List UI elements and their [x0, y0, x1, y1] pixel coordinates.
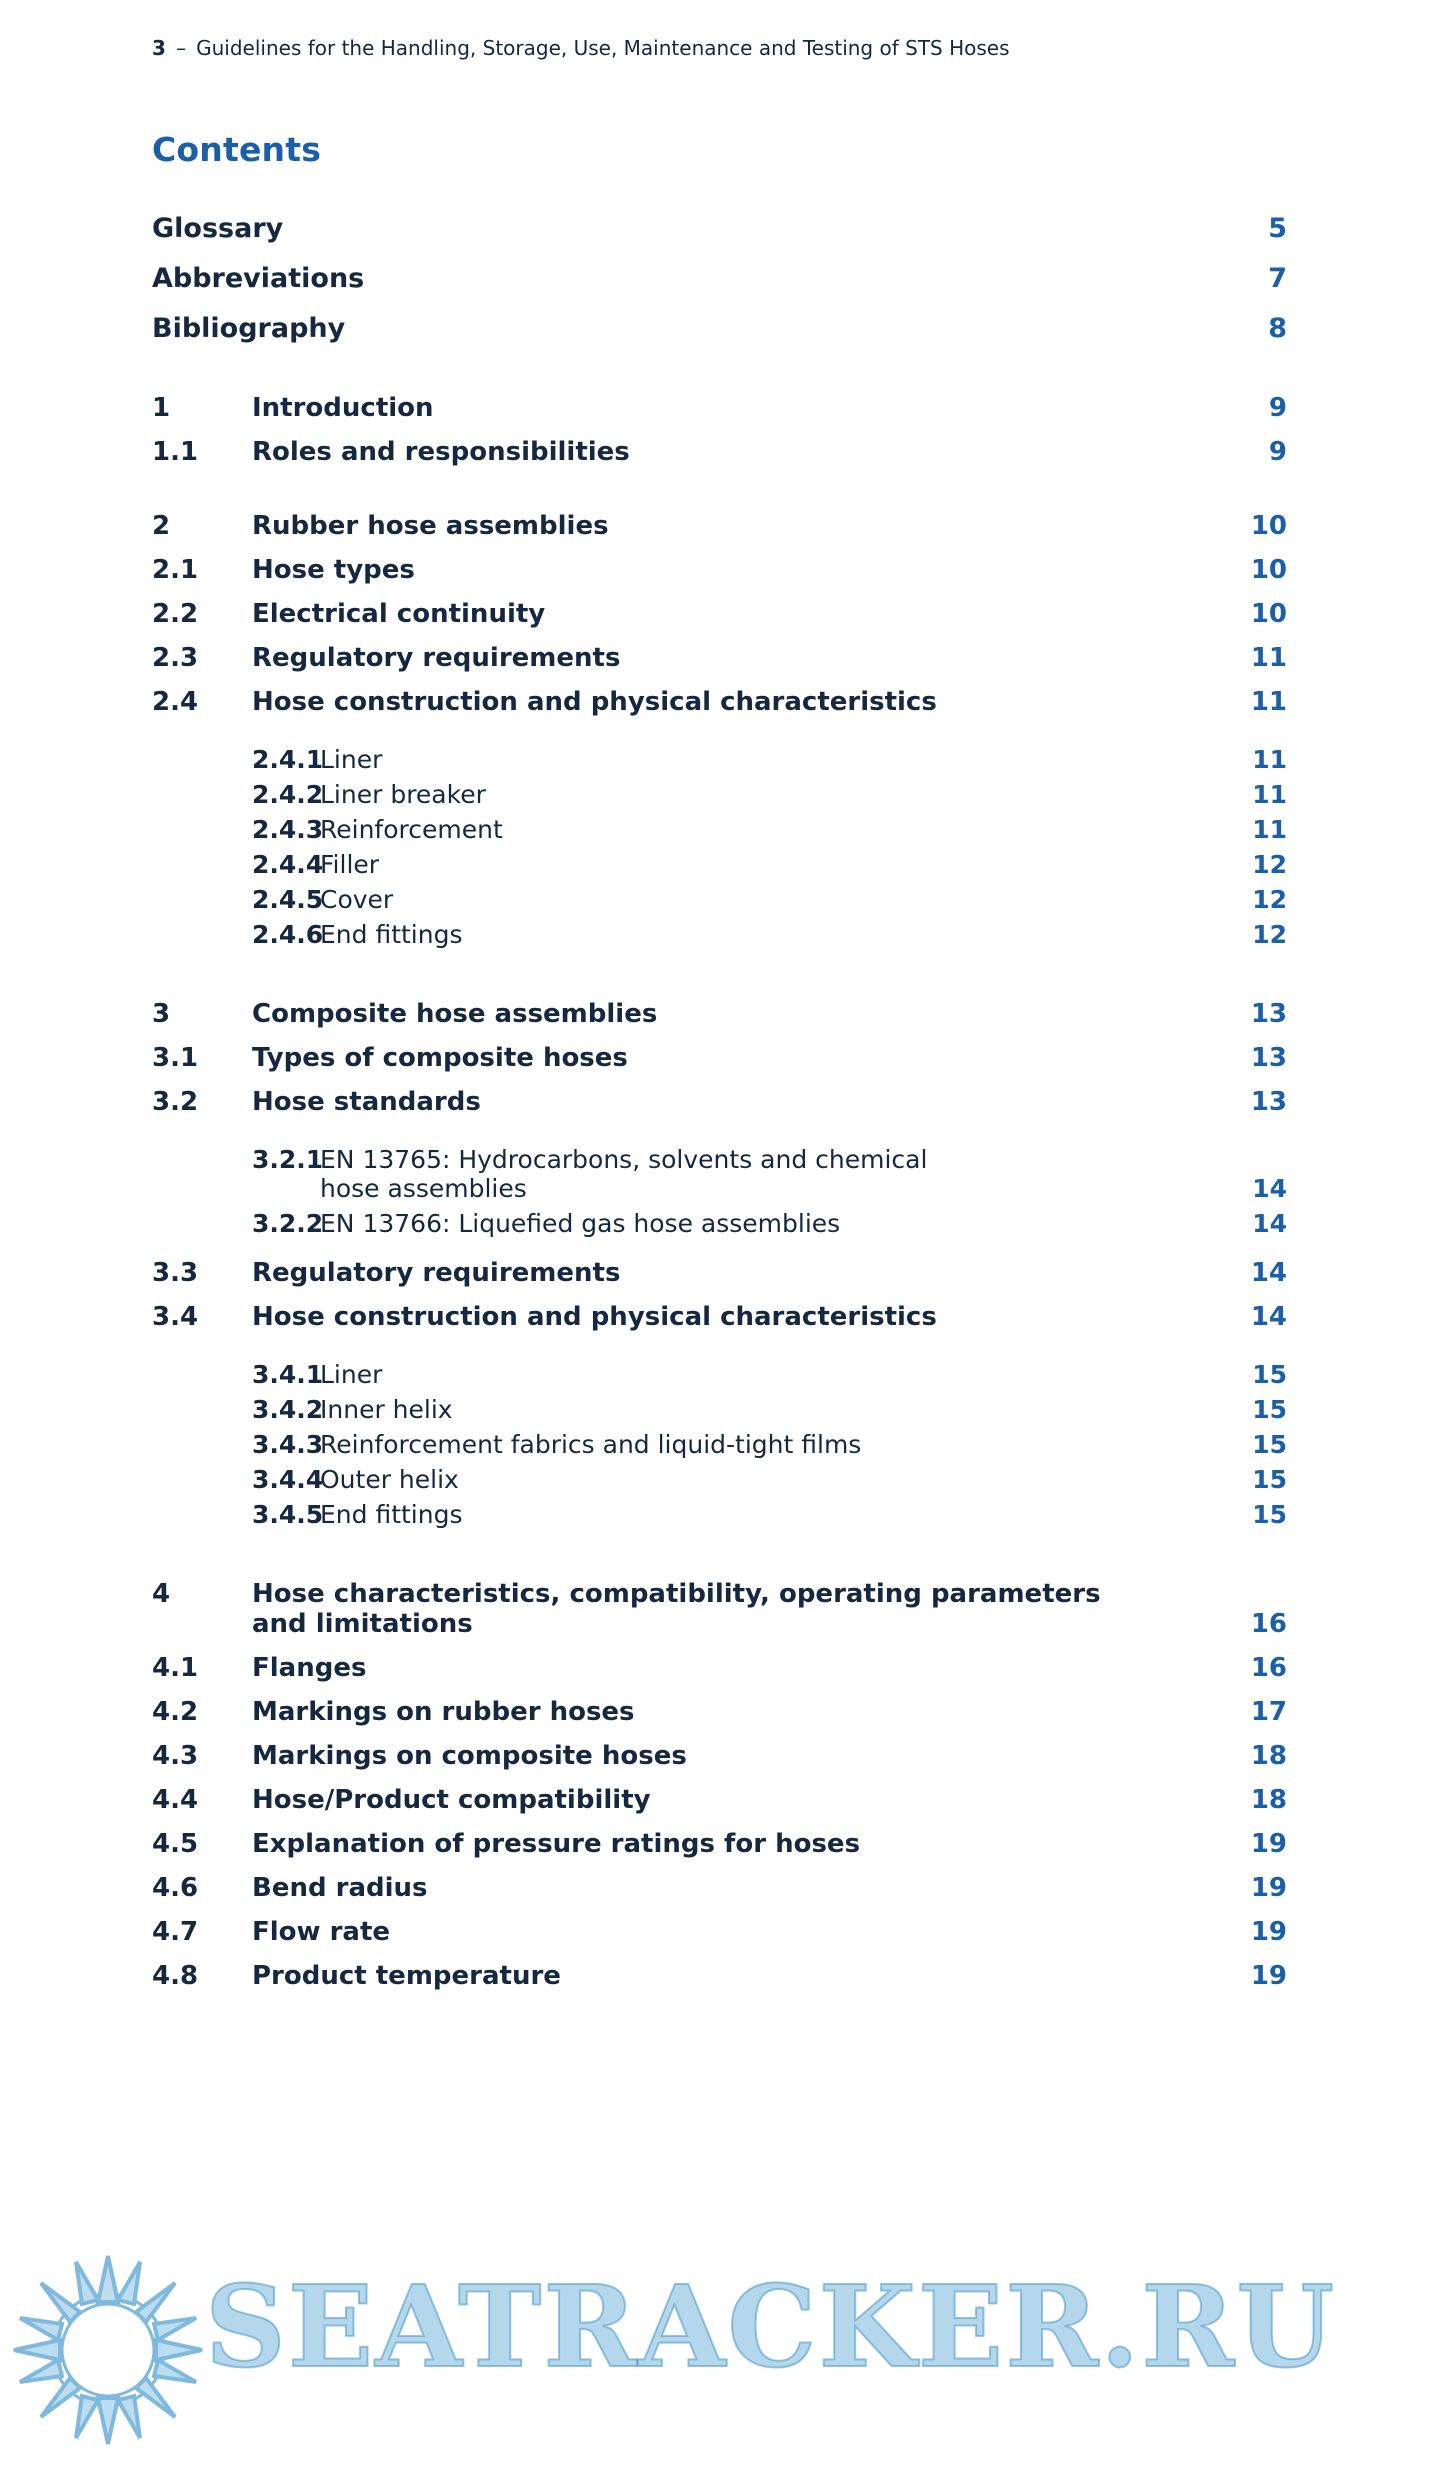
- toc-entry-3[interactable]: [152, 999, 1287, 1029]
- toc-entry-2-4-5[interactable]: [152, 885, 1287, 914]
- toc-entry-number: 3.4.2: [252, 1395, 324, 1424]
- toc-entry-2-4[interactable]: [152, 687, 1287, 717]
- toc-entry-label: Composite hose assemblies: [252, 999, 658, 1029]
- toc-entry-4-7[interactable]: [152, 1917, 1287, 1947]
- toc-entry-3-2-1[interactable]: [152, 1145, 1287, 1203]
- watermark: [0, 2240, 1440, 2471]
- toc-entry-2-4-4[interactable]: [152, 850, 1287, 879]
- toc-entry-4-8[interactable]: [152, 1961, 1287, 1991]
- toc-entry-label: Product temperature: [252, 1961, 561, 1991]
- toc-entry-number: 2.4.6: [252, 920, 324, 949]
- toc-entry-page: 17: [1250, 1697, 1287, 1727]
- toc-entry-page: 13: [1250, 999, 1287, 1029]
- toc-entry-label-line2: and limitations: [252, 1609, 473, 1639]
- toc-entry-3-4-2[interactable]: [152, 1395, 1287, 1424]
- toc-entry-2-3[interactable]: [152, 643, 1287, 673]
- toc-entry-number: 2.3: [152, 643, 199, 673]
- toc-entry-4-2[interactable]: [152, 1697, 1287, 1727]
- toc-entry-1-1[interactable]: [152, 437, 1287, 467]
- toc-entry-label: Outer helix: [320, 1465, 459, 1494]
- toc-entry-number: 3.2.1: [252, 1145, 324, 1174]
- toc-entry-page: 14: [1252, 1209, 1287, 1238]
- toc-entry-page: 14: [1250, 1302, 1287, 1332]
- toc-entry-2-4-1[interactable]: [152, 745, 1287, 774]
- toc-entry-page: 11: [1250, 687, 1287, 717]
- toc-entry-3-2-2[interactable]: [152, 1209, 1287, 1238]
- toc-entry-4-6[interactable]: [152, 1873, 1287, 1903]
- toc-entry-label: Hose types: [252, 555, 415, 585]
- toc-entry-4-1[interactable]: [152, 1653, 1287, 1683]
- toc-entry-label: Markings on composite hoses: [252, 1741, 687, 1771]
- toc-entry-3-4-3[interactable]: [152, 1430, 1287, 1459]
- toc-entry-3-3[interactable]: [152, 1258, 1287, 1288]
- toc-entry-label: Hose construction and physical characteristics: [252, 687, 937, 717]
- toc-entry-label: Cover: [320, 885, 394, 914]
- toc-entry-page: 10: [1250, 599, 1287, 629]
- toc-entry-number: 4.2: [152, 1697, 199, 1727]
- toc-entry-label: Filler: [320, 850, 380, 879]
- toc-entry-page: 11: [1252, 815, 1287, 844]
- toc-entry-number: 3.2.2: [252, 1209, 324, 1238]
- toc-entry-label: Reinforcement fabrics and liquid-tight films: [320, 1430, 862, 1459]
- toc-entry-number: 2.1: [152, 555, 199, 585]
- toc-entry-number: 3.1: [152, 1043, 199, 1073]
- toc-entry-3-4-4[interactable]: [152, 1465, 1287, 1494]
- toc-entry-number: 4.7: [152, 1917, 199, 1947]
- toc-entry-label: Types of composite hoses: [252, 1043, 628, 1073]
- toc-entry-number: 4.1: [152, 1653, 199, 1683]
- toc-entry-label: Flow rate: [252, 1917, 391, 1947]
- toc-entry-label: Regulatory requirements: [252, 643, 621, 673]
- toc-entry-bibliography[interactable]: [152, 313, 1287, 344]
- toc-entry-page: 15: [1252, 1360, 1287, 1389]
- toc-entry-page: 12: [1252, 850, 1287, 879]
- toc-entry-page: 19: [1250, 1829, 1287, 1859]
- toc-entry-page: 11: [1250, 643, 1287, 673]
- toc-entry-label: Inner helix: [320, 1395, 453, 1424]
- toc-entry-page: 15: [1252, 1395, 1287, 1424]
- toc-entry-label: Explanation of pressure ratings for hoses: [252, 1829, 861, 1859]
- spacer: [152, 1535, 1287, 1579]
- toc-entry-label: Bibliography: [152, 313, 346, 344]
- running-header: [152, 36, 1010, 60]
- sun-burst-icon: [8, 2250, 208, 2450]
- toc-entry-label: Electrical continuity: [252, 599, 546, 629]
- toc-entry-label: Reinforcement: [320, 815, 503, 844]
- toc-entry-label: Hose characteristics, compatibility, operating parameters: [252, 1579, 1101, 1609]
- toc-entry-2[interactable]: [152, 511, 1287, 541]
- toc-entry-number: 2: [152, 511, 171, 541]
- toc-entry-3-2[interactable]: [152, 1087, 1287, 1117]
- header-document-title: Guidelines for the Handling, Storage, Use, Maintenance and Testing of STS Hoses: [196, 36, 1010, 60]
- toc-entry-4-4[interactable]: [152, 1785, 1287, 1815]
- toc-entry-page: 10: [1250, 555, 1287, 585]
- toc-entry-label: Hose/Product compatibility: [252, 1785, 651, 1815]
- toc-entry-page: 14: [1250, 1258, 1287, 1288]
- header-page-number: 3: [152, 36, 167, 60]
- toc-entry-page: 13: [1250, 1043, 1287, 1073]
- toc-entry-page: 5: [1268, 213, 1287, 244]
- spacer: [152, 1346, 1287, 1360]
- spacer: [152, 1131, 1287, 1145]
- toc-entry-label: Rubber hose assemblies: [252, 511, 609, 541]
- toc-entry-2-4-2[interactable]: [152, 780, 1287, 809]
- toc-entry-label: End fittings: [320, 1500, 463, 1529]
- toc-entry-label: Regulatory requirements: [252, 1258, 621, 1288]
- toc-entry-abbreviations[interactable]: [152, 263, 1287, 294]
- spacer: [152, 731, 1287, 745]
- toc-entry-label: EN 13766: Liquefied gas hose assemblies: [320, 1209, 841, 1238]
- toc-entry-2-4-6[interactable]: [152, 920, 1287, 949]
- toc-entry-page: 19: [1250, 1917, 1287, 1947]
- toc-entry-label: Glossary: [152, 213, 284, 244]
- toc-entry-4-5[interactable]: [152, 1829, 1287, 1859]
- toc-entry-3-4-1[interactable]: [152, 1360, 1287, 1389]
- toc-entry-number: 3.4.5: [252, 1500, 324, 1529]
- spacer: [152, 1244, 1287, 1258]
- page-title: Contents: [152, 130, 322, 169]
- toc-entry-3-1[interactable]: [152, 1043, 1287, 1073]
- toc-entry-page: 18: [1250, 1785, 1287, 1815]
- toc-entry-4-3[interactable]: [152, 1741, 1287, 1771]
- toc-entry-number: 3.3: [152, 1258, 199, 1288]
- toc-entry-page: 15: [1252, 1465, 1287, 1494]
- toc-entry-2-4-3[interactable]: [152, 815, 1287, 844]
- toc-entry-page: 9: [1268, 437, 1287, 467]
- toc-entry-page: 12: [1252, 920, 1287, 949]
- toc-entry-number: 2.4: [152, 687, 199, 717]
- toc-entry-page: 13: [1250, 1087, 1287, 1117]
- toc-entry-page: 19: [1250, 1873, 1287, 1903]
- toc-entry-number: 2.4.4: [252, 850, 324, 879]
- spacer: [152, 363, 1287, 393]
- spacer: [152, 955, 1287, 999]
- toc-entry-label: Flanges: [252, 1653, 367, 1683]
- toc-entry-number: 2.4.2: [252, 780, 324, 809]
- toc-entry-4[interactable]: [152, 1579, 1287, 1639]
- toc-entry-page: 11: [1252, 745, 1287, 774]
- toc-entry-page: 16: [1250, 1653, 1287, 1683]
- toc-entry-label: Liner: [320, 1360, 383, 1389]
- watermark-text: SEATRACKER.RU: [205, 2262, 1337, 2393]
- toc-entry-1[interactable]: [152, 393, 1287, 423]
- toc-entry-page: 14: [1252, 1174, 1287, 1203]
- spacer: [152, 481, 1287, 511]
- toc-entry-label: Liner breaker: [320, 780, 486, 809]
- toc-entry-label: Abbreviations: [152, 263, 365, 294]
- toc-entry-number: 3.4.1: [252, 1360, 324, 1389]
- toc-entry-number: 1: [152, 393, 171, 423]
- toc-entry-number: 3.4.3: [252, 1430, 324, 1459]
- toc-entry-page: 8: [1268, 313, 1287, 344]
- table-of-contents: [152, 213, 1287, 2005]
- toc-entry-label: Liner: [320, 745, 383, 774]
- toc-entry-number: 2.4.5: [252, 885, 324, 914]
- toc-entry-3-4[interactable]: [152, 1302, 1287, 1332]
- toc-entry-number: 3.4.4: [252, 1465, 324, 1494]
- toc-entry-2-2[interactable]: [152, 599, 1287, 629]
- toc-entry-number: 2.2: [152, 599, 199, 629]
- toc-entry-number: 2.4.1: [252, 745, 324, 774]
- toc-entry-page: 15: [1252, 1430, 1287, 1459]
- toc-entry-number: 1.1: [152, 437, 199, 467]
- toc-entry-page: 12: [1252, 885, 1287, 914]
- toc-entry-2-1[interactable]: [152, 555, 1287, 585]
- toc-entry-number: 4.3: [152, 1741, 199, 1771]
- toc-entry-label: End fittings: [320, 920, 463, 949]
- header-separator: –: [176, 36, 187, 60]
- toc-entry-number: 4.6: [152, 1873, 199, 1903]
- toc-entry-number: 4.8: [152, 1961, 199, 1991]
- toc-entry-number: 4.5: [152, 1829, 199, 1859]
- toc-entry-number: 3.2: [152, 1087, 199, 1117]
- toc-entry-page: 18: [1250, 1741, 1287, 1771]
- toc-entry-label: Hose construction and physical characteristics: [252, 1302, 937, 1332]
- toc-entry-page: 11: [1252, 780, 1287, 809]
- toc-entry-number: 3.4: [152, 1302, 199, 1332]
- toc-entry-page: 16: [1250, 1609, 1287, 1639]
- toc-entry-number: 4: [152, 1579, 171, 1609]
- toc-entry-3-4-5[interactable]: [152, 1500, 1287, 1529]
- toc-entry-label: Introduction: [252, 393, 434, 423]
- toc-entry-label: Markings on rubber hoses: [252, 1697, 635, 1727]
- toc-entry-page: 9: [1268, 393, 1287, 423]
- toc-entry-label: Bend radius: [252, 1873, 428, 1903]
- toc-entry-number: 4.4: [152, 1785, 199, 1815]
- toc-entry-number: 3: [152, 999, 171, 1029]
- toc-entry-number: 2.4.3: [252, 815, 324, 844]
- toc-entry-page: 7: [1268, 263, 1287, 294]
- toc-entry-label-line2: hose assemblies: [320, 1174, 527, 1203]
- toc-entry-label: Roles and responsibilities: [252, 437, 630, 467]
- toc-entry-page: 15: [1252, 1500, 1287, 1529]
- toc-entry-page: 10: [1250, 511, 1287, 541]
- toc-entry-glossary[interactable]: [152, 213, 1287, 244]
- toc-entry-page: 19: [1250, 1961, 1287, 1991]
- toc-entry-label: EN 13765: Hydrocarbons, solvents and chemical: [320, 1145, 928, 1174]
- toc-entry-label: Hose standards: [252, 1087, 481, 1117]
